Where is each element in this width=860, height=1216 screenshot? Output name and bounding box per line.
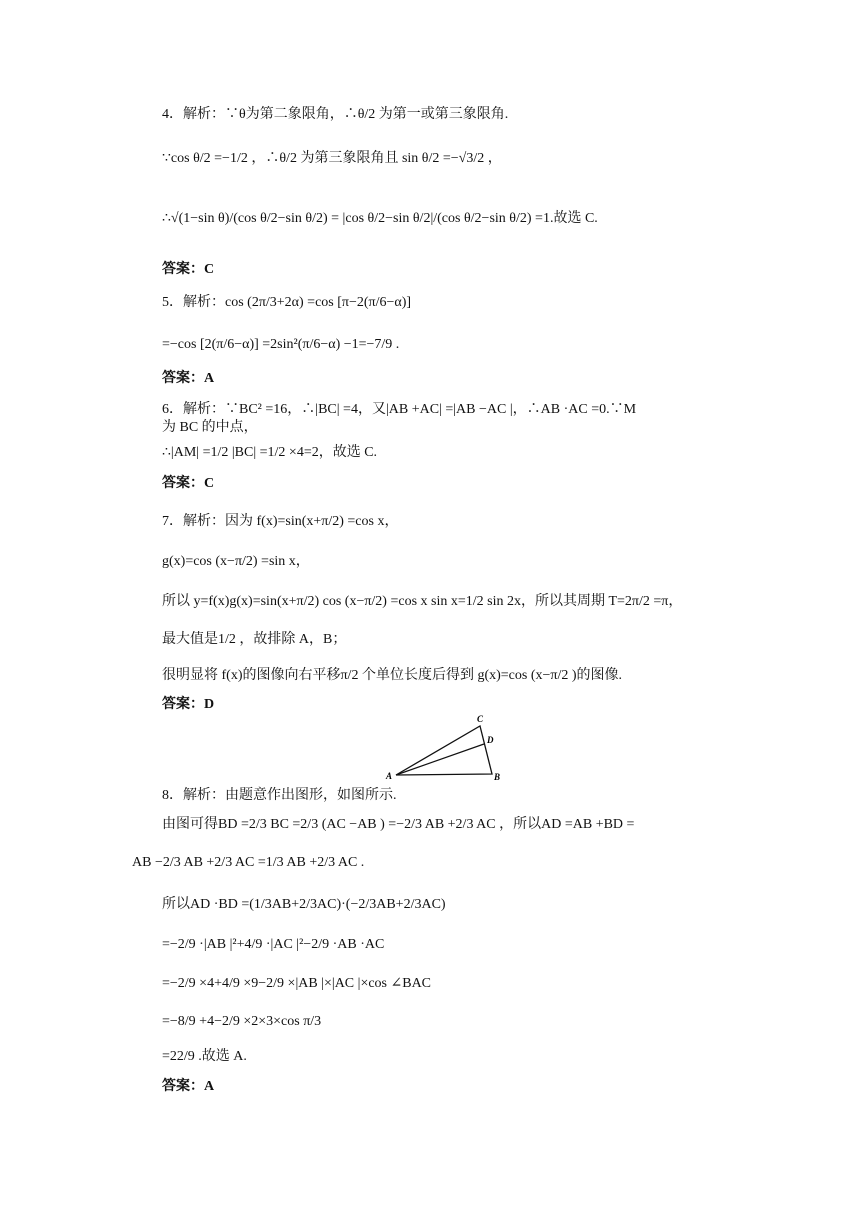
q7-line3: 所以 y=f(x)g(x)=sin(x+π/2) cos (x−π/2) =cos x sin x=1/2 sin 2x，所以其周期 T=2π/2 =π， — [162, 594, 683, 609]
q8-line2: 由图可得BD =2/3 BC =2/3 (AC −AB ) =−2/3 AB +2/3 AC ，所以AD =AB +BD = — [162, 817, 635, 832]
q8-line3: AB −2/3 AB +2/3 AC =1/3 AB +2/3 AC . — [132, 855, 365, 870]
q8-line5: =−2/9 ·|AB |²+4/9 ·|AC |²−2/9 ·AB ·AC — [162, 937, 385, 952]
q8-line4: 所以AD ·BD =(1/3AB+2/3AC)·(−2/3AB+2/3AC) — [162, 897, 446, 912]
q6-answer: 答案：C — [162, 476, 215, 491]
q7-answer: 答案：D — [162, 697, 215, 712]
q8-line1: 8．解析：由题意作出图形，如图所示. — [162, 788, 397, 803]
q4-answer: 答案：C — [162, 262, 215, 277]
q4-line2: ∵cos θ/2 =−1/2 ，∴θ/2 为第三象限角且 sin θ/2 =−√3/2 ， — [162, 151, 502, 166]
q7-line2: g(x)=cos (x−π/2) =sin x， — [162, 554, 310, 569]
q5-line2: =−cos [2(π/6−α)] =2sin²(π/6−α) −1=−7/9 . — [162, 337, 400, 352]
label-b: B — [494, 772, 501, 782]
q6-line2: 为 BC 的中点， — [162, 420, 258, 435]
q4-line1: 4．解析：∵θ为第二象限角，∴θ/2 为第一或第三象限角. — [162, 107, 509, 122]
q5-answer: 答案：A — [162, 371, 215, 386]
q7-line4: 最大值是1/2 ，故排除 A，B； — [162, 632, 347, 647]
label-d: D — [487, 735, 494, 745]
q8-line8: =22/9 .故选 A. — [162, 1049, 247, 1064]
q4-line3: ∴√(1−sin θ)/(cos θ/2−sin θ/2) = |cos θ/2−sin θ/2|/(cos θ/2−sin θ/2) =1.故选 C. — [162, 211, 598, 226]
label-a: A — [386, 771, 393, 781]
q8-line7: =−8/9 +4−2/9 ×2×3×cos π/3 — [162, 1014, 322, 1029]
label-c: C — [477, 714, 484, 724]
q7-line1: 7．解析：因为 f(x)=sin(x+π/2) =cos x， — [162, 514, 399, 529]
q6-line3: ∴|AM| =1/2 |BC| =1/2 ×4=2，故选 C. — [162, 445, 378, 460]
q5-line1: 5．解析：cos (2π/3+2α) =cos [π−2(π/6−α)] — [162, 295, 412, 310]
q7-line5: 很明显将 f(x)的图像向右平移π/2 个单位长度后得到 g(x)=cos (x−π/2 )的图像. — [162, 668, 623, 683]
triangle-figure — [384, 712, 508, 782]
q6-line1: 6．解析：∵BC² =16，∴|BC| =4，又|AB +AC| =|AB −AC |，∴AB ·AC =0.∵M — [162, 402, 637, 417]
q8-line6: =−2/9 ×4+4/9 ×9−2/9 ×|AB |×|AC |×cos ∠BAC — [162, 976, 432, 991]
q8-answer: 答案：A — [162, 1079, 215, 1094]
